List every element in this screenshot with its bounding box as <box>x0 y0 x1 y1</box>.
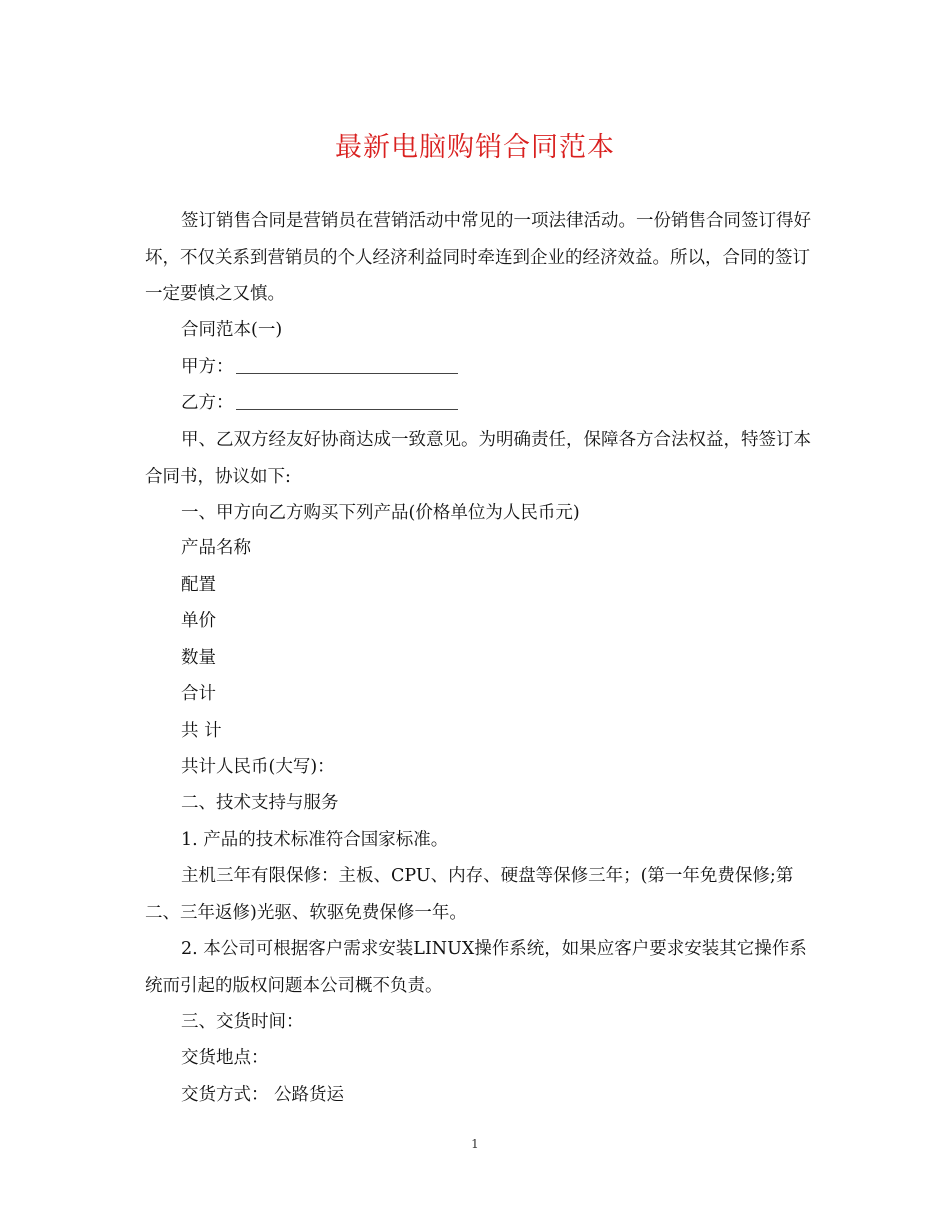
table-item-total: 共 计 <box>181 721 222 741</box>
warranty-paragraph: 主机三年有限保修：主板、CPU、内存、硬盘等保修三年；(第一年免费保修;第二、三年返修)光驱、软驱免费保修一年。 <box>145 866 794 923</box>
delivery-place-line: 交货地点： <box>181 1048 269 1068</box>
page-number: 1 <box>471 1137 479 1151</box>
item-2-paragraph: 2. 本公司可根据客户需求安装LINUX操作系统，如果应客户要求安装其它操作系统而引起的版权问题本公司概不负责。 <box>145 939 807 996</box>
table-item-configuration: 配置 <box>181 575 216 595</box>
intro-paragraph: 签订销售合同是营销员在营销活动中常见的一项法律活动。一份销售合同签订得好坏，不仅关系到营销员的个人经济利益同时牵连到企业的经济效益。所以，合同的签订一定要慎之又慎。 <box>145 211 811 304</box>
party-b-blank <box>236 389 458 410</box>
table-item-quantity: 数量 <box>181 648 216 668</box>
table-item-product-name: 产品名称 <box>181 538 251 558</box>
section-2-heading: 二、技术支持与服务 <box>181 793 339 813</box>
party-b-line <box>181 385 458 422</box>
agreement-paragraph: 甲、乙双方经友好协商达成一致意见。为明确责任，保障各方合法权益，特签订本合同书，协议如下: <box>145 430 811 487</box>
table-item-subtotal: 合计 <box>181 684 216 704</box>
total-rmb-line: 共计人民币(大写)： <box>181 757 335 777</box>
sample-heading: 合同范本(一) <box>181 320 283 340</box>
party-a-label: 甲方： <box>181 357 234 377</box>
party-a-blank <box>236 353 458 374</box>
section-1-heading: 一、甲方向乙方购买下列产品(价格单位为人民币元) <box>181 503 580 523</box>
party-b-label: 乙方： <box>181 393 234 413</box>
table-item-unit-price: 单价 <box>181 611 216 631</box>
party-a-line <box>181 349 458 386</box>
document-title: 最新电脑购销合同范本 <box>335 132 615 163</box>
section-3-heading: 三、交货时间： <box>181 1012 304 1032</box>
delivery-method-line: 交货方式： 公路货运 <box>181 1085 345 1105</box>
item-1: 1. 产品的技术标准符合国家标准。 <box>181 830 449 850</box>
